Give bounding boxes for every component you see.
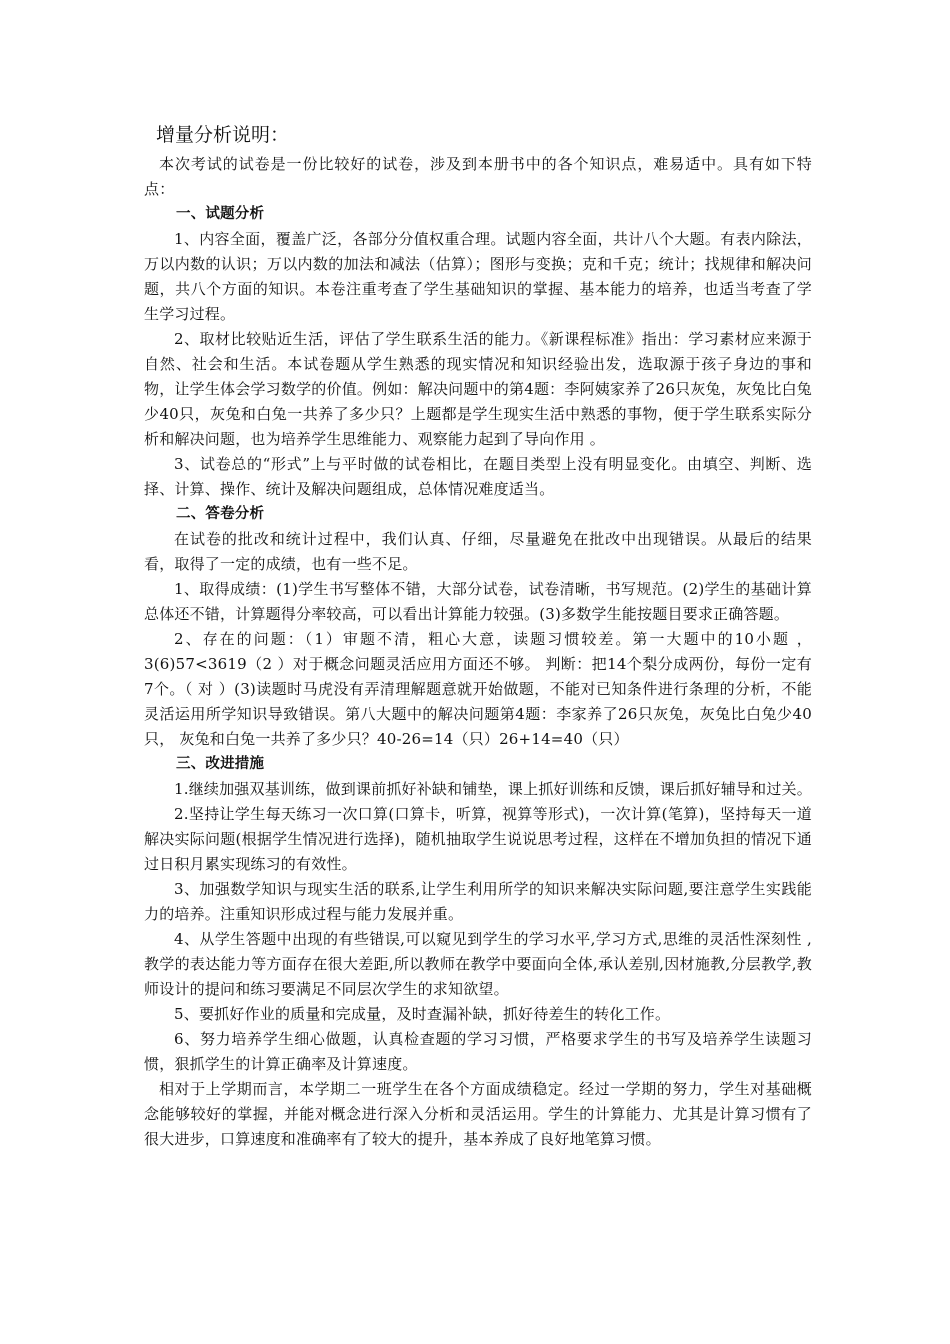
section-paragraph: 5、要抓好作业的质量和完成量，及时查漏补缺，抓好待差生的转化工作。 bbox=[174, 1005, 671, 1023]
section-paragraph: 2.坚持让学生每天练习一次口算(口算卡，听算，视算等形式)，一次计算(笔算)，坚持每天一道解决实际问题(根据学生情况进行选择)，随机抽取学生说说思考过程，这样在不增加负担的情况下通过日积月累实现练习的有效性。 bbox=[144, 805, 812, 873]
section-paragraph: 在试卷的批改和统计过程中，我们认真、仔细，尽量避免在批改中出现错误。从最后的结果看，取得了一定的成绩，也有一些不足。 bbox=[144, 530, 812, 573]
section-paragraph: 1.继续加强双基训练，做到课前抓好补缺和铺垫，课上抓好训练和反馈，课后抓好辅导和过关。 bbox=[174, 780, 812, 798]
intro-paragraph: 本次考试的试卷是一份比较好的试卷，涉及到本册书中的各个知识点，难易适中。具有如下特点： bbox=[144, 155, 812, 198]
conclusion-paragraph: 相对于上学期而言，本学期二一班学生在各个方面成绩稳定。经过一学期的努力，学生对基础概念能够较好的掌握，并能对概念进行深入分析和灵活运用。学生的计算能力、尤其是计算习惯有了很大进步，口算速度和准确率有了较大的提升，基本养成了良好地笔算习惯。 bbox=[144, 1080, 812, 1148]
section-paragraph: 2、取材比较贴近生活，评估了学生联系生活的能力。《新课程标准》指出：学习素材应来源于自然、社会和生活。本试卷题从学生熟悉的现实情况和知识经验出发，选取源于孩子身边的事和物，让学生体会学习数学的价值。例如：解决问题中的第4题：李阿姨家养了26只灰兔，灰兔比白兔少40只，灰兔和白兔一共养了多少只？上题都是学生现实生活中熟悉的事物，便于学生联系实际分析和解决问题，也为培养学生思维能力、观察能力起到了导向作用 。 bbox=[144, 330, 812, 448]
section-heading-answers: 二、答卷分析 bbox=[176, 506, 265, 522]
section-paragraph: 1、内容全面，覆盖广泛，各部分分值权重合理。试题内容全面，共计八个大题。有表内除法，万以内数的认识；万以内数的加法和减法（估算）；图形与变换；克和千克；统计；找规律和解决问题，共八个方面的知识。本卷注重考查了学生基础知识的掌握、基本能力的培养，也适当考查了学生学习过程。 bbox=[144, 230, 812, 323]
section-paragraph: 2、存在的问题：（1）审题不清，粗心大意，读题习惯较差。第一大题中的10小题 ，3(6)57<3619（2 ）对于概念问题灵活应用方面还不够。 判断：把14个梨分成两份，每份一定有7个。（ 对 ）(3)读题时马虎没有弄清理解题意就开始做题，不能对已知条件进行条理的分析，不能灵活运用所学知识导致错误。第八大题中的解决问题第4题：李家养了26只灰兔，灰兔比白兔少40只， 灰兔和白兔一共养了多少只？40-26=14（只）26+14=40（只） bbox=[144, 630, 812, 748]
document-title: 增量分析说明： bbox=[156, 124, 290, 146]
section-heading-improvements: 三、改进措施 bbox=[176, 756, 265, 772]
section-paragraph: 6、努力培养学生细心做题，认真检查题的学习习惯，严格要求学生的书写及培养学生读题习惯，狠抓学生的计算正确率及计算速度。 bbox=[144, 1030, 812, 1073]
document-body bbox=[144, 120, 812, 1152]
section-paragraph: 3、试卷总的“形式”上与平时做的试卷相比，在题目类型上没有明显变化。由填空、判断、选择、计算、操作、统计及解决问题组成，总体情况难度适当。 bbox=[144, 455, 812, 498]
section-paragraph: 4、从学生答题中出现的有些错误,可以窥见到学生的学习水平,学习方式,思维的灵活性深刻性 ,教学的表达能力等方面存在很大差距,所以教师在教学中要面向全体,承认差别,因材施教,分层教学,教师设计的提问和练习要满足不同层次学生的求知欲望。 bbox=[144, 930, 812, 998]
section-paragraph: 1、取得成绩：(1)学生书写整体不错，大部分试卷，试卷清晰，书写规范。(2)学生的基础计算总体还不错，计算题得分率较高，可以看出计算能力较强。(3)多数学生能按题目要求正确答题。 bbox=[144, 580, 812, 623]
section-heading-analysis: 一、试题分析 bbox=[176, 206, 265, 222]
section-paragraph: 3、加强数学知识与现实生活的联系,让学生利用所学的知识来解决实际问题,要注意学生实践能力的培养。注重知识形成过程与能力发展并重。 bbox=[144, 880, 812, 923]
